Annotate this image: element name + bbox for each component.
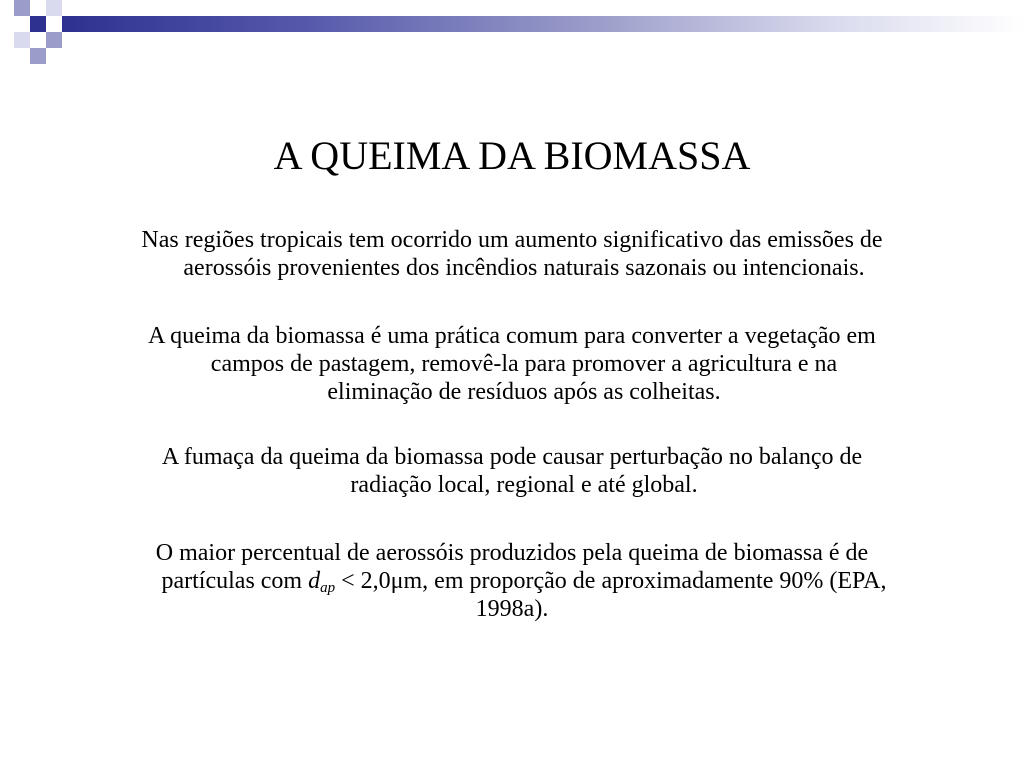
header-square-decoration <box>30 48 46 64</box>
paragraph-line: aerossóis provenientes dos incêndios naturais sazonais ou intencionais. <box>183 255 865 281</box>
header-square-decoration <box>14 32 30 48</box>
variable-symbol: d <box>308 568 321 594</box>
header-square-decoration <box>30 16 46 32</box>
header-gradient-bar <box>62 16 1024 32</box>
paragraph-3 <box>40 443 984 499</box>
paragraph-line: A fumaça da queima da biomassa pode causar perturbação no balanço de <box>161 444 863 470</box>
paragraph-line: campos de pastagem, removê-la para promover a agricultura e na <box>210 351 838 377</box>
text-fragment: < 2,0μm, em proporção de aproximadamente 90% (EPA, <box>335 568 887 594</box>
paragraph-line: Nas regiões tropicais tem ocorrido um aumento significativo das emissões de <box>141 227 883 253</box>
text-fragment: partículas com <box>161 568 309 594</box>
header-square-decoration <box>46 0 62 16</box>
paragraph-4 <box>40 539 984 623</box>
paragraph-line: O maior percentual de aerossóis produzidos pela queima de biomassa é de <box>155 540 869 566</box>
variable-subscript: ap <box>320 580 336 596</box>
paragraph-1 <box>40 226 984 282</box>
paragraph-line: 1998a). <box>475 596 549 622</box>
variable-dap <box>308 568 335 594</box>
paragraph-line: radiação local, regional e até global. <box>350 472 698 498</box>
header-square-decoration <box>14 0 30 16</box>
paragraph-line: A queima da biomassa é uma prática comum para converter a vegetação em <box>148 323 876 349</box>
paragraph-line: eliminação de resíduos após as colheitas. <box>327 379 721 405</box>
header-square-decoration <box>46 32 62 48</box>
slide-title: A QUEIMA DA BIOMASSA <box>273 132 751 178</box>
paragraph-line <box>40 567 984 595</box>
paragraph-2 <box>40 322 984 406</box>
